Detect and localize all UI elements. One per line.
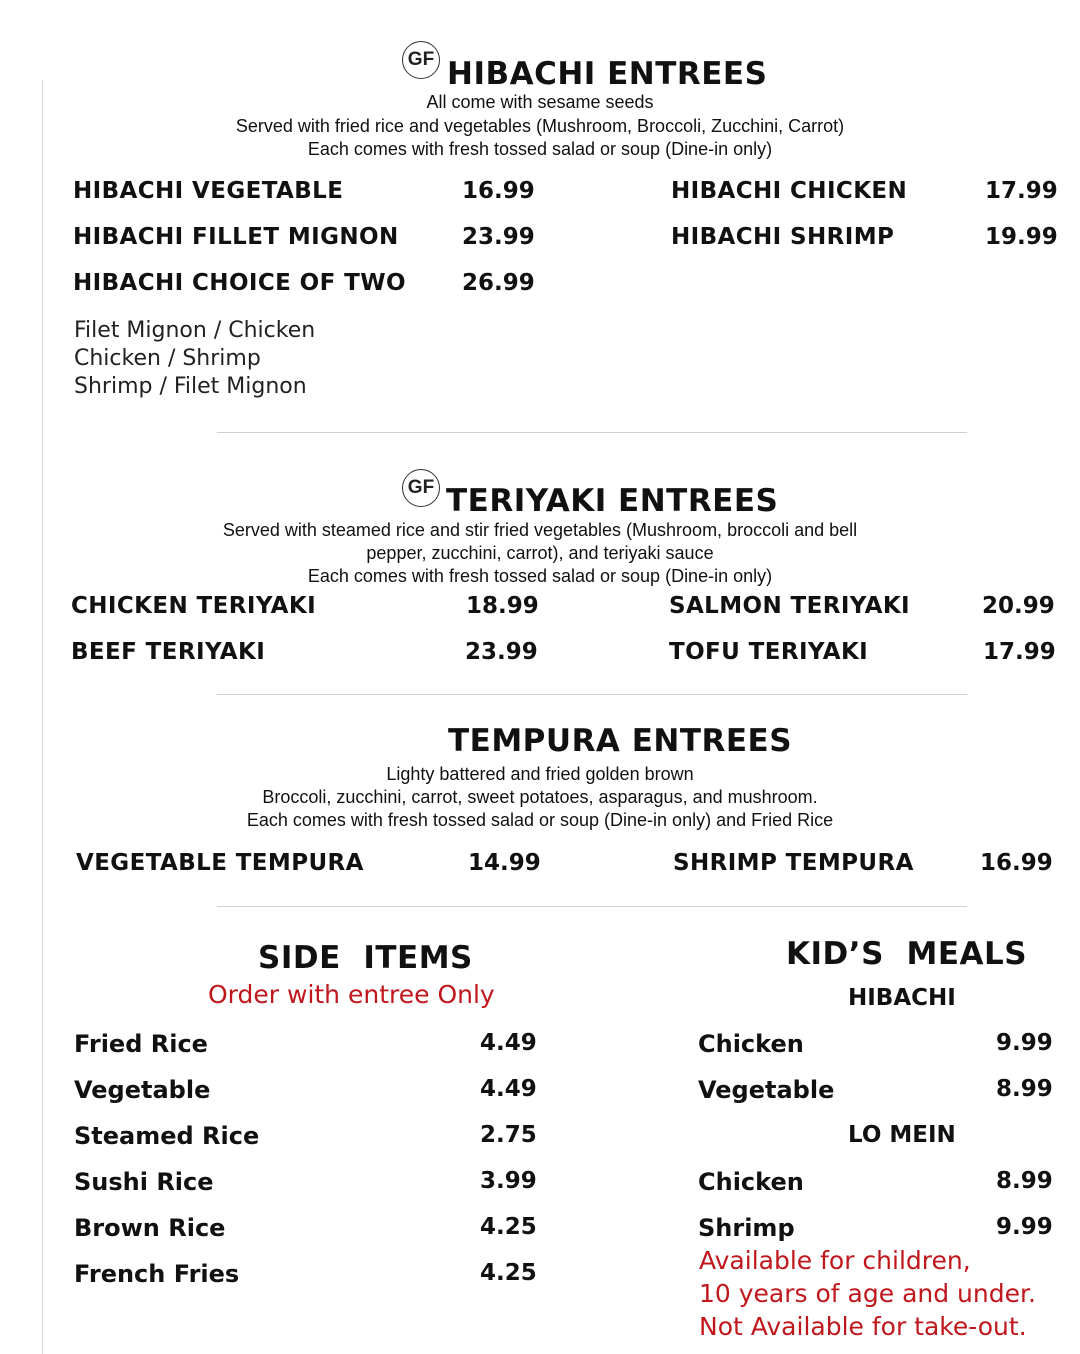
gluten-free-badge: GF: [402, 41, 440, 79]
menu-item-name: BEEF TERIYAKI: [71, 639, 266, 665]
kids-item-price: 8.99: [996, 1168, 1053, 1194]
side-item-name: Steamed Rice: [74, 1122, 260, 1150]
hibachi-desc-1: All come with sesame seeds: [426, 92, 654, 112]
menu-item-name: SALMON TERIYAKI: [669, 593, 911, 619]
side-item-name: Brown Rice: [74, 1214, 226, 1242]
kids-note-line: Available for children,: [699, 1246, 971, 1275]
menu-item-price: 18.99: [466, 593, 539, 619]
menu-item-name: HIBACHI SHRIMP: [671, 224, 895, 250]
kids-note-line: Not Available for take-out.: [699, 1312, 1027, 1341]
menu-item-price: 23.99: [462, 224, 535, 250]
kids-item-name: Chicken: [698, 1168, 804, 1196]
side-item-name: Vegetable: [74, 1076, 211, 1104]
teriyaki-desc-3: Each comes with fresh tossed salad or soup (Dine-in only): [307, 566, 773, 586]
kids-hibachi-label: HIBACHI: [848, 985, 956, 1011]
kids-item-name: Chicken: [698, 1030, 804, 1058]
kids-note-line: 10 years of age and under.: [699, 1279, 1036, 1308]
teriyaki-title: TERIYAKI ENTREES: [446, 483, 779, 519]
tempura-desc-1: Lighty battered and fried golden brown: [386, 764, 694, 784]
menu-item-price: 26.99: [462, 270, 535, 296]
left-margin-rule: [42, 80, 43, 1354]
kids-meals-title: KID’S MEALS: [786, 936, 1028, 972]
side-items-title: SIDE ITEMS: [258, 940, 473, 976]
side-item-price: 4.49: [480, 1030, 537, 1056]
tempura-desc-2: Broccoli, zucchini, carrot, sweet potatoes, asparagus, and mushroom.: [262, 787, 818, 807]
menu-item-price: 20.99: [982, 593, 1055, 619]
menu-item-price: 17.99: [985, 178, 1058, 204]
menu-item-price: 23.99: [465, 639, 538, 665]
side-item-price: 4.25: [480, 1214, 537, 1240]
menu-item-name: VEGETABLE TEMPURA: [76, 850, 364, 876]
kids-item-name: Vegetable: [698, 1076, 835, 1104]
side-item-name: Fried Rice: [74, 1030, 208, 1058]
kids-item-price: 9.99: [996, 1214, 1053, 1240]
kids-item-name: Shrimp: [698, 1214, 795, 1242]
menu-item-price: 16.99: [462, 178, 535, 204]
hibachi-desc-2: Served with fried rice and vegetables (Mushroom, Broccoli, Zucchini, Carrot): [235, 116, 845, 136]
choice-option: Filet Mignon / Chicken: [74, 318, 316, 343]
menu-item-name: HIBACHI CHOICE OF TWO: [73, 270, 406, 296]
menu-item-name: SHRIMP TEMPURA: [673, 850, 914, 876]
menu-item-price: 17.99: [983, 639, 1056, 665]
section-divider: [217, 432, 967, 433]
side-item-name: French Fries: [74, 1260, 240, 1288]
menu-item-name: HIBACHI FILLET MIGNON: [73, 224, 399, 250]
choice-option: Chicken / Shrimp: [74, 346, 261, 371]
tempura-title: TEMPURA ENTREES: [448, 723, 793, 759]
menu-item-name: HIBACHI VEGETABLE: [73, 178, 344, 204]
kids-item-price: 8.99: [996, 1076, 1053, 1102]
side-items-subtitle: Order with entree Only: [208, 980, 495, 1009]
side-item-price: 4.25: [480, 1260, 537, 1286]
hibachi-desc-3: Each comes with fresh tossed salad or soup (Dine-in only): [307, 139, 773, 159]
side-item-price: 3.99: [480, 1168, 537, 1194]
menu-item-name: HIBACHI CHICKEN: [671, 178, 908, 204]
side-item-price: 2.75: [480, 1122, 537, 1148]
menu-item-name: CHICKEN TERIYAKI: [71, 593, 317, 619]
menu-item-price: 14.99: [468, 850, 541, 876]
hibachi-title: HIBACHI ENTREES: [447, 56, 768, 92]
gluten-free-badge: GF: [402, 469, 440, 507]
side-item-price: 4.49: [480, 1076, 537, 1102]
teriyaki-desc-1: Served with steamed rice and stir fried vegetables (Mushroom, broccoli and bell: [222, 520, 858, 540]
section-divider: [217, 694, 967, 695]
section-divider: [217, 906, 967, 907]
choice-option: Shrimp / Filet Mignon: [74, 374, 307, 399]
kids-item-price: 9.99: [996, 1030, 1053, 1056]
menu-item-price: 19.99: [985, 224, 1058, 250]
side-item-name: Sushi Rice: [74, 1168, 214, 1196]
tempura-desc-3: Each comes with fresh tossed salad or soup (Dine-in only) and Fried Rice: [246, 810, 834, 830]
kids-lomein-label: LO MEIN: [848, 1122, 956, 1148]
teriyaki-desc-2: pepper, zucchini, carrot), and teriyaki sauce: [366, 543, 714, 563]
menu-item-price: 16.99: [980, 850, 1053, 876]
menu-item-name: TOFU TERIYAKI: [669, 639, 869, 665]
